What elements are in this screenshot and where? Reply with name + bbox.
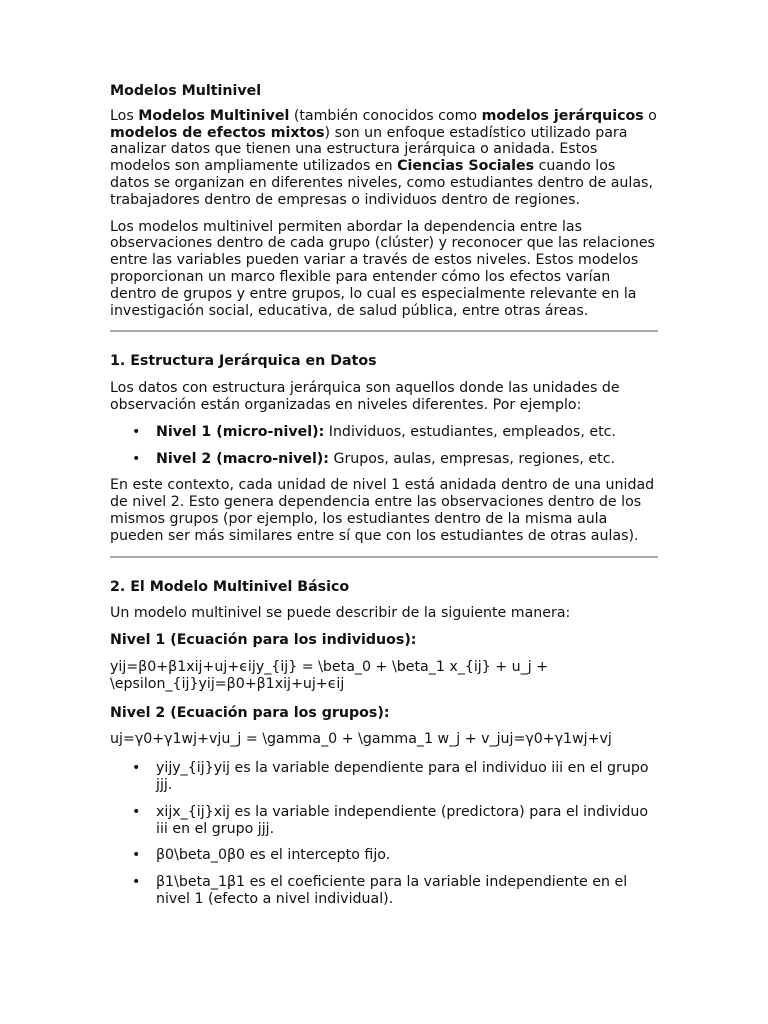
intro-paragraph-1 — [110, 108, 658, 209]
bullet-glyph: • — [132, 450, 141, 467]
section-divider-2 — [110, 556, 658, 558]
section-1-heading: 1. Estructura Jerárquica en Datos — [110, 353, 377, 370]
list-item — [132, 450, 658, 468]
section-divider-1 — [110, 330, 658, 332]
bullet-glyph: • — [132, 423, 141, 440]
intro-bold-efectos-mixtos: modelos de efectos mixtos — [110, 124, 325, 141]
intro-text-1: Los — [110, 107, 139, 124]
section-1-paragraph-2: En este contexto, cada unidad de nivel 1 está anidada dentro de una unidad de nivel 2. Esto genera dependencia entre las observaciones dentro de los mismos grupos (por ejemplo, los estudiantes dentro de la misma aula pueden ser más similares entre sí que con los estudiantes de otras aulas). — [110, 477, 655, 544]
list-item-text: Grupos, aulas, empresas, regiones, etc. — [328, 450, 616, 467]
list-item-text: β1\beta_1β1 es el coeficiente para la variable independiente en el nivel 1 (efecto a nivel individual). — [156, 874, 628, 907]
level-1-equation-heading: Nivel 1 (Ecuación para los individuos): — [110, 632, 417, 649]
intro-bold-modelos-multinivel: Modelos Multinivel — [138, 107, 290, 124]
intro-paragraph-2: Los modelos multinivel permiten abordar la dependencia entre las observaciones dentro de cada grupo (clúster) y reconocer que las relaciones entre las variables pueden variar a través de estos niveles. Estos modelos proporcionan un marco flexible para entender cómo los efectos varían dentro de grupos y entre grupos, lo cual es especialmente relevante en la investigación social, educativa, de salud pública, entre otras áreas. — [110, 218, 655, 319]
list-item-text: Individuos, estudiantes, empleados, etc. — [324, 423, 616, 440]
levels-list — [110, 424, 658, 468]
bullet-glyph: • — [132, 803, 141, 820]
list-item — [132, 874, 658, 908]
list-item-bold: Nivel 1 (micro-nivel): — [156, 423, 325, 440]
level-1-equation: yij=β0+β1xij+uj+ϵijy_{ij} = \beta_0 + \beta_1 x_{ij} + u_j + \epsilon_{ij}yij=β0+β1xij+uj+ϵij — [110, 658, 549, 692]
bullet-glyph: • — [132, 847, 141, 864]
list-item-text: β0\beta_0β0 es el intercepto fijo. — [156, 847, 391, 864]
list-item-text: yijy_{ij}yij es la variable dependiente para el individuo iii en el grupo jjj. — [156, 760, 649, 793]
variables-list — [110, 760, 658, 908]
list-item — [132, 803, 658, 838]
section-1-paragraph-1: Los datos con estructura jerárquica son aquellos donde las unidades de observación están organizadas en niveles diferentes. Por ejemplo: — [110, 380, 620, 413]
section-2-paragraph-1: Un modelo multinivel se puede describir de la siguiente manera: — [110, 605, 571, 622]
intro-text-2: (también conocidos como — [289, 107, 482, 124]
list-item — [132, 760, 658, 794]
list-item-text: xijx_{ij}xij es la variable independiente (predictora) para el individuo iii en el grupo jjj. — [156, 803, 649, 837]
level-2-equation-heading: Nivel 2 (Ecuación para los grupos): — [110, 704, 390, 721]
intro-text-4: ) son un enfoque estadístico utilizado para analizar datos que tienen una estructura jerárquica o anidada. Estos modelos son ampliamente utilizados en — [110, 124, 628, 175]
list-item — [132, 423, 658, 441]
intro-bold-modelos-jerarquicos: modelos jerárquicos — [481, 107, 644, 124]
intro-text-3: o — [643, 107, 657, 124]
list-item — [132, 847, 658, 864]
intro-bold-ciencias-sociales: Ciencias Sociales — [397, 158, 535, 175]
list-item-bold: Nivel 2 (macro-nivel): — [156, 450, 329, 467]
level-2-equation: uj=γ0+γ1wj+vju_j = \gamma_0 + \gamma_1 w_j + v_juj=γ0+γ1wj+vj — [110, 731, 612, 748]
bullet-glyph: • — [132, 874, 141, 891]
bullet-glyph: • — [132, 760, 141, 777]
document-title: Modelos Multinivel — [110, 83, 262, 99]
section-2-heading: 2. El Modelo Multinivel Básico — [110, 578, 350, 595]
intro-text-5: cuando los datos se organizan en diferentes niveles, como estudiantes dentro de aulas, trabajadores dentro de empresas o individuos dentro de regiones. — [110, 158, 653, 208]
